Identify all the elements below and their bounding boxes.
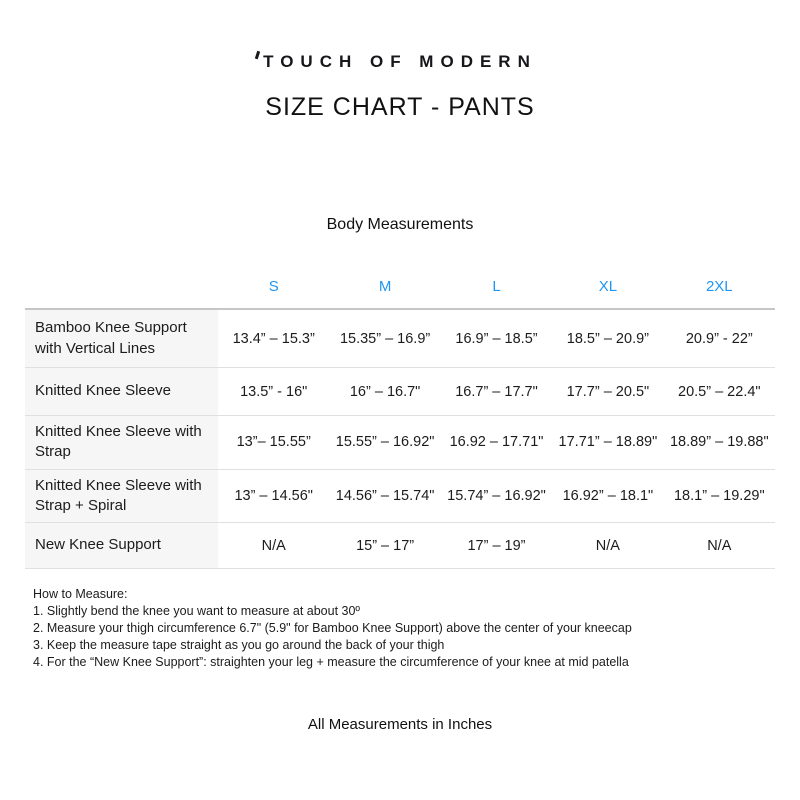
table-row [25,368,775,416]
size-column-header-2xl: 2XL [705,278,733,295]
size-column-header-m: M [378,278,392,295]
section-subtitle: Body Measurements [326,216,474,233]
page-title: SIZE CHART - PANTS [265,93,535,121]
measurement-cell: 17.71” – 18.89" [558,434,658,451]
row-label: Bamboo Knee Support with Vertical Lines [25,310,218,367]
notes-heading: How to Measure: [33,587,128,601]
measurement-cell: 18.89” – 19.88" [669,434,769,451]
size-header-spacer [25,278,218,295]
measurement-cell: 16” – 16.7" [349,383,421,400]
measurement-cell: 16.92” – 18.1" [562,487,654,504]
size-chart-body [25,308,775,569]
how-to-measure-notes [33,586,800,671]
size-column-header-s: S [268,278,279,295]
note-item: 2. Measure your thigh circumference 6.7" (5.9" for Bamboo Knee Support) above the center of your kneecap [33,621,632,635]
measurement-cell: 16.7” – 17.7" [455,383,538,400]
measurement-cell: 17.7” – 20.5" [566,383,650,400]
measurement-cell: N/A [707,537,732,554]
brand-logo-text: TOUCH OF MODERN [263,52,537,71]
measurement-cell: 16.92 – 17.71" [449,434,544,451]
row-label: Knitted Knee Sleeve with Strap [25,416,218,469]
measurement-cell: 16.9” – 18.5” [455,330,538,347]
size-column-header-xl: XL [598,278,618,295]
table-row [25,416,775,470]
note-item: 4. For the “New Knee Support”: straighten your leg + measure the circumference of your knee at mid patella [33,655,629,669]
measurement-cell: 14.56” – 15.74" [335,487,435,504]
size-chart-table [25,278,775,569]
measurement-cell: 13” – 14.56" [234,487,313,504]
row-label: New Knee Support [25,523,218,568]
size-header-row [25,278,775,308]
note-item: 1. Slightly bend the knee you want to measure at about 30º [33,604,361,618]
measurement-cell: 20.5” – 22.4" [678,383,761,400]
row-label: Knitted Knee Sleeve [25,368,218,415]
measurement-cell: 13.5” - 16" [240,383,308,400]
units-footnote: All Measurements in Inches [307,716,493,733]
row-label: Knitted Knee Sleeve with Strap + Spiral [25,470,218,523]
measurement-cell: 15.55” – 16.92" [335,434,435,451]
size-column-header-l: L [492,278,501,295]
note-item: 3. Keep the measure tape straight as you go around the back of your thigh [33,638,445,652]
measurement-cell: 15.35” – 16.9” [339,330,431,347]
measurement-cell: 15” – 17” [356,537,415,554]
measurement-cell: N/A [261,537,286,554]
table-row [25,523,775,569]
measurement-cell: 20.9” - 22” [685,330,753,347]
measurement-cell: 17” – 19” [467,537,526,554]
table-row [25,470,775,524]
measurement-cell: 13”– 15.55” [236,434,311,451]
measurement-cell: 13.4” – 15.3” [232,330,315,347]
brand-header [0,0,800,72]
logo-tick-icon [255,51,260,59]
measurement-cell: 18.5” – 20.9” [566,330,649,347]
measurement-cell: N/A [595,537,620,554]
measurement-cell: 18.1” – 19.29" [673,487,765,504]
brand-logo [263,52,537,72]
table-row [25,310,775,368]
measurement-cell: 15.74” – 16.92" [447,487,546,504]
